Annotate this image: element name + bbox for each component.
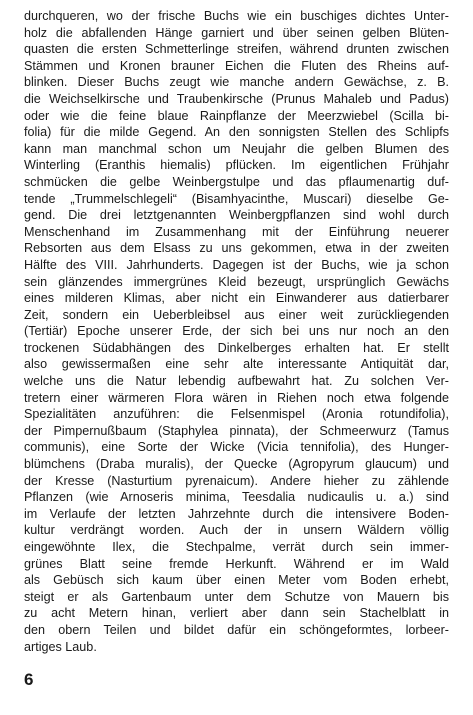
text-line: der Pimpernußbaum (Staphylea pinnata), der Schmeerwurz (Tamus (24, 423, 449, 438)
text-line: also gewissermaßen eine sehr alte interessante Antiquität dar, (24, 357, 449, 372)
text-line: gend. Die drei letztgenannten Weinbergpflanzen sind wohl durch (24, 208, 449, 223)
text-line: Rebsorten aus dem Elsass zu uns gekommen, etwa in der zweiten (24, 241, 449, 256)
text-line: die Weichselkirsche und Traubenkirsche (Prunus Mahaleb und Padus) (24, 91, 449, 106)
text-line: der Kresse (Nasturtium pyrenaicum). Andere hieher zu zählende (24, 473, 449, 488)
text-line: (Tertiär) Epoche unserer Erde, der sich bei uns nur noch an den (24, 324, 449, 339)
text-line: blinken. Dieser Buchs zeugt wie manche andern Gewächse, z. B. (24, 75, 449, 90)
text-line: eingewöhnte Ilex, die Stechpalme, verrät durch sein immer- (24, 540, 449, 554)
text-line: quasten die ersten Schmetterlinge streifen, während drunten zwischen (24, 42, 449, 57)
text-line: blümchens (Draba muralis), der Quecke (Agropyrum glaucum) und (24, 457, 449, 472)
text-line: artiges Laub. (24, 639, 97, 654)
text-line: durchqueren, wo der frische Buchs wie ein buschiges dichtes Unter- (24, 9, 449, 23)
text-line: als Gebüsch sich kaum über einen Meter vom Boden erhebt, (24, 573, 449, 588)
text-line: Winterling (Eranthis hiemalis) pflücken. Im eigentlichen Frühjahr (24, 158, 449, 173)
text-line: holz die abfallenden Hänge garniert und über seinen gelben Blüten- (24, 25, 449, 40)
text-line: Spezialitäten anzuführen: die Felsenmispel (Aronia rotundifolia), (24, 407, 449, 422)
text-line: sein glänzendes immergrünes Kleid bezeugt, ursprünglich Gewächs (24, 274, 449, 289)
text-line: Zeit, sondern ein Ueberbleibsel aus einer weit zurückliegenden (24, 307, 449, 322)
text-line: tende „Trummelschlegeli“ (Bisamhyacinthe, Muscari) dieselbe Ge- (24, 191, 449, 206)
text-line: kann man manchmal schon um Neujahr die gelben Blumen des (24, 141, 449, 156)
text-line: communis), eine Sorte der Wicke (Vicia tennifolia), des Hunger- (24, 440, 449, 455)
text-line: trockenen Südabhängen des Dinkelberges erhalten hat. Er stellt (24, 340, 449, 355)
text-line: Hälfte des VIII. Jahrhunderts. Dagegen ist der Buchs, wie ja schon (24, 257, 449, 272)
page-number: 6 (24, 670, 34, 689)
text-line: welche uns die Natur lebendig aufbewahrt hat. Zu solchen Ver- (24, 374, 449, 389)
text-line: im Verlaufe der letzten Jahrzehnte durch die intensivere Boden- (24, 506, 449, 521)
text-line: eines milderen Klimas, aber nicht ein Einwanderer aus datierbarer (24, 291, 449, 306)
text-line: kultur verdrängt worden. Auch der in unsern Wäldern völlig (24, 523, 449, 538)
text-line: schmücken die gelbe Weinbergstulpe und das pflaumenartig duf- (24, 174, 449, 189)
body-text (24, 8, 449, 655)
text-line: folia) für die milde Gegend. An den sonnigsten Stellen des Schlipfs (24, 125, 449, 140)
text-line: tretern einer wärmeren Flora wären in Riehen noch etwa folgende (24, 390, 449, 405)
text-line: steigt er als Gartenbaum unter dem Schutze von Mauern bis (24, 589, 449, 604)
text-line: zu acht Metern hinan, verliert aber dann sein Stachelblatt in (24, 606, 449, 621)
text-line: den obern Teilen und bildet dafür ein schöngeformtes, lorbeer- (24, 622, 449, 637)
text-line: Stämmen und Kronen brauner Eichen die Fluten des Rheins auf- (24, 58, 449, 73)
text-line: grünes Blatt seine fremde Herkunft. Während er im Wald (24, 556, 449, 571)
text-line: oder wie die feine blaue Rainpflanze der Meerzwiebel (Scilla bi- (24, 108, 449, 123)
text-line: Menschenhand im Zusammenhang mit der Einführung neuerer (24, 224, 449, 239)
text-line: Pflanzen (wie Arnoseris minima, Teesdalia nudicaulis u. a.) sind (24, 490, 449, 505)
